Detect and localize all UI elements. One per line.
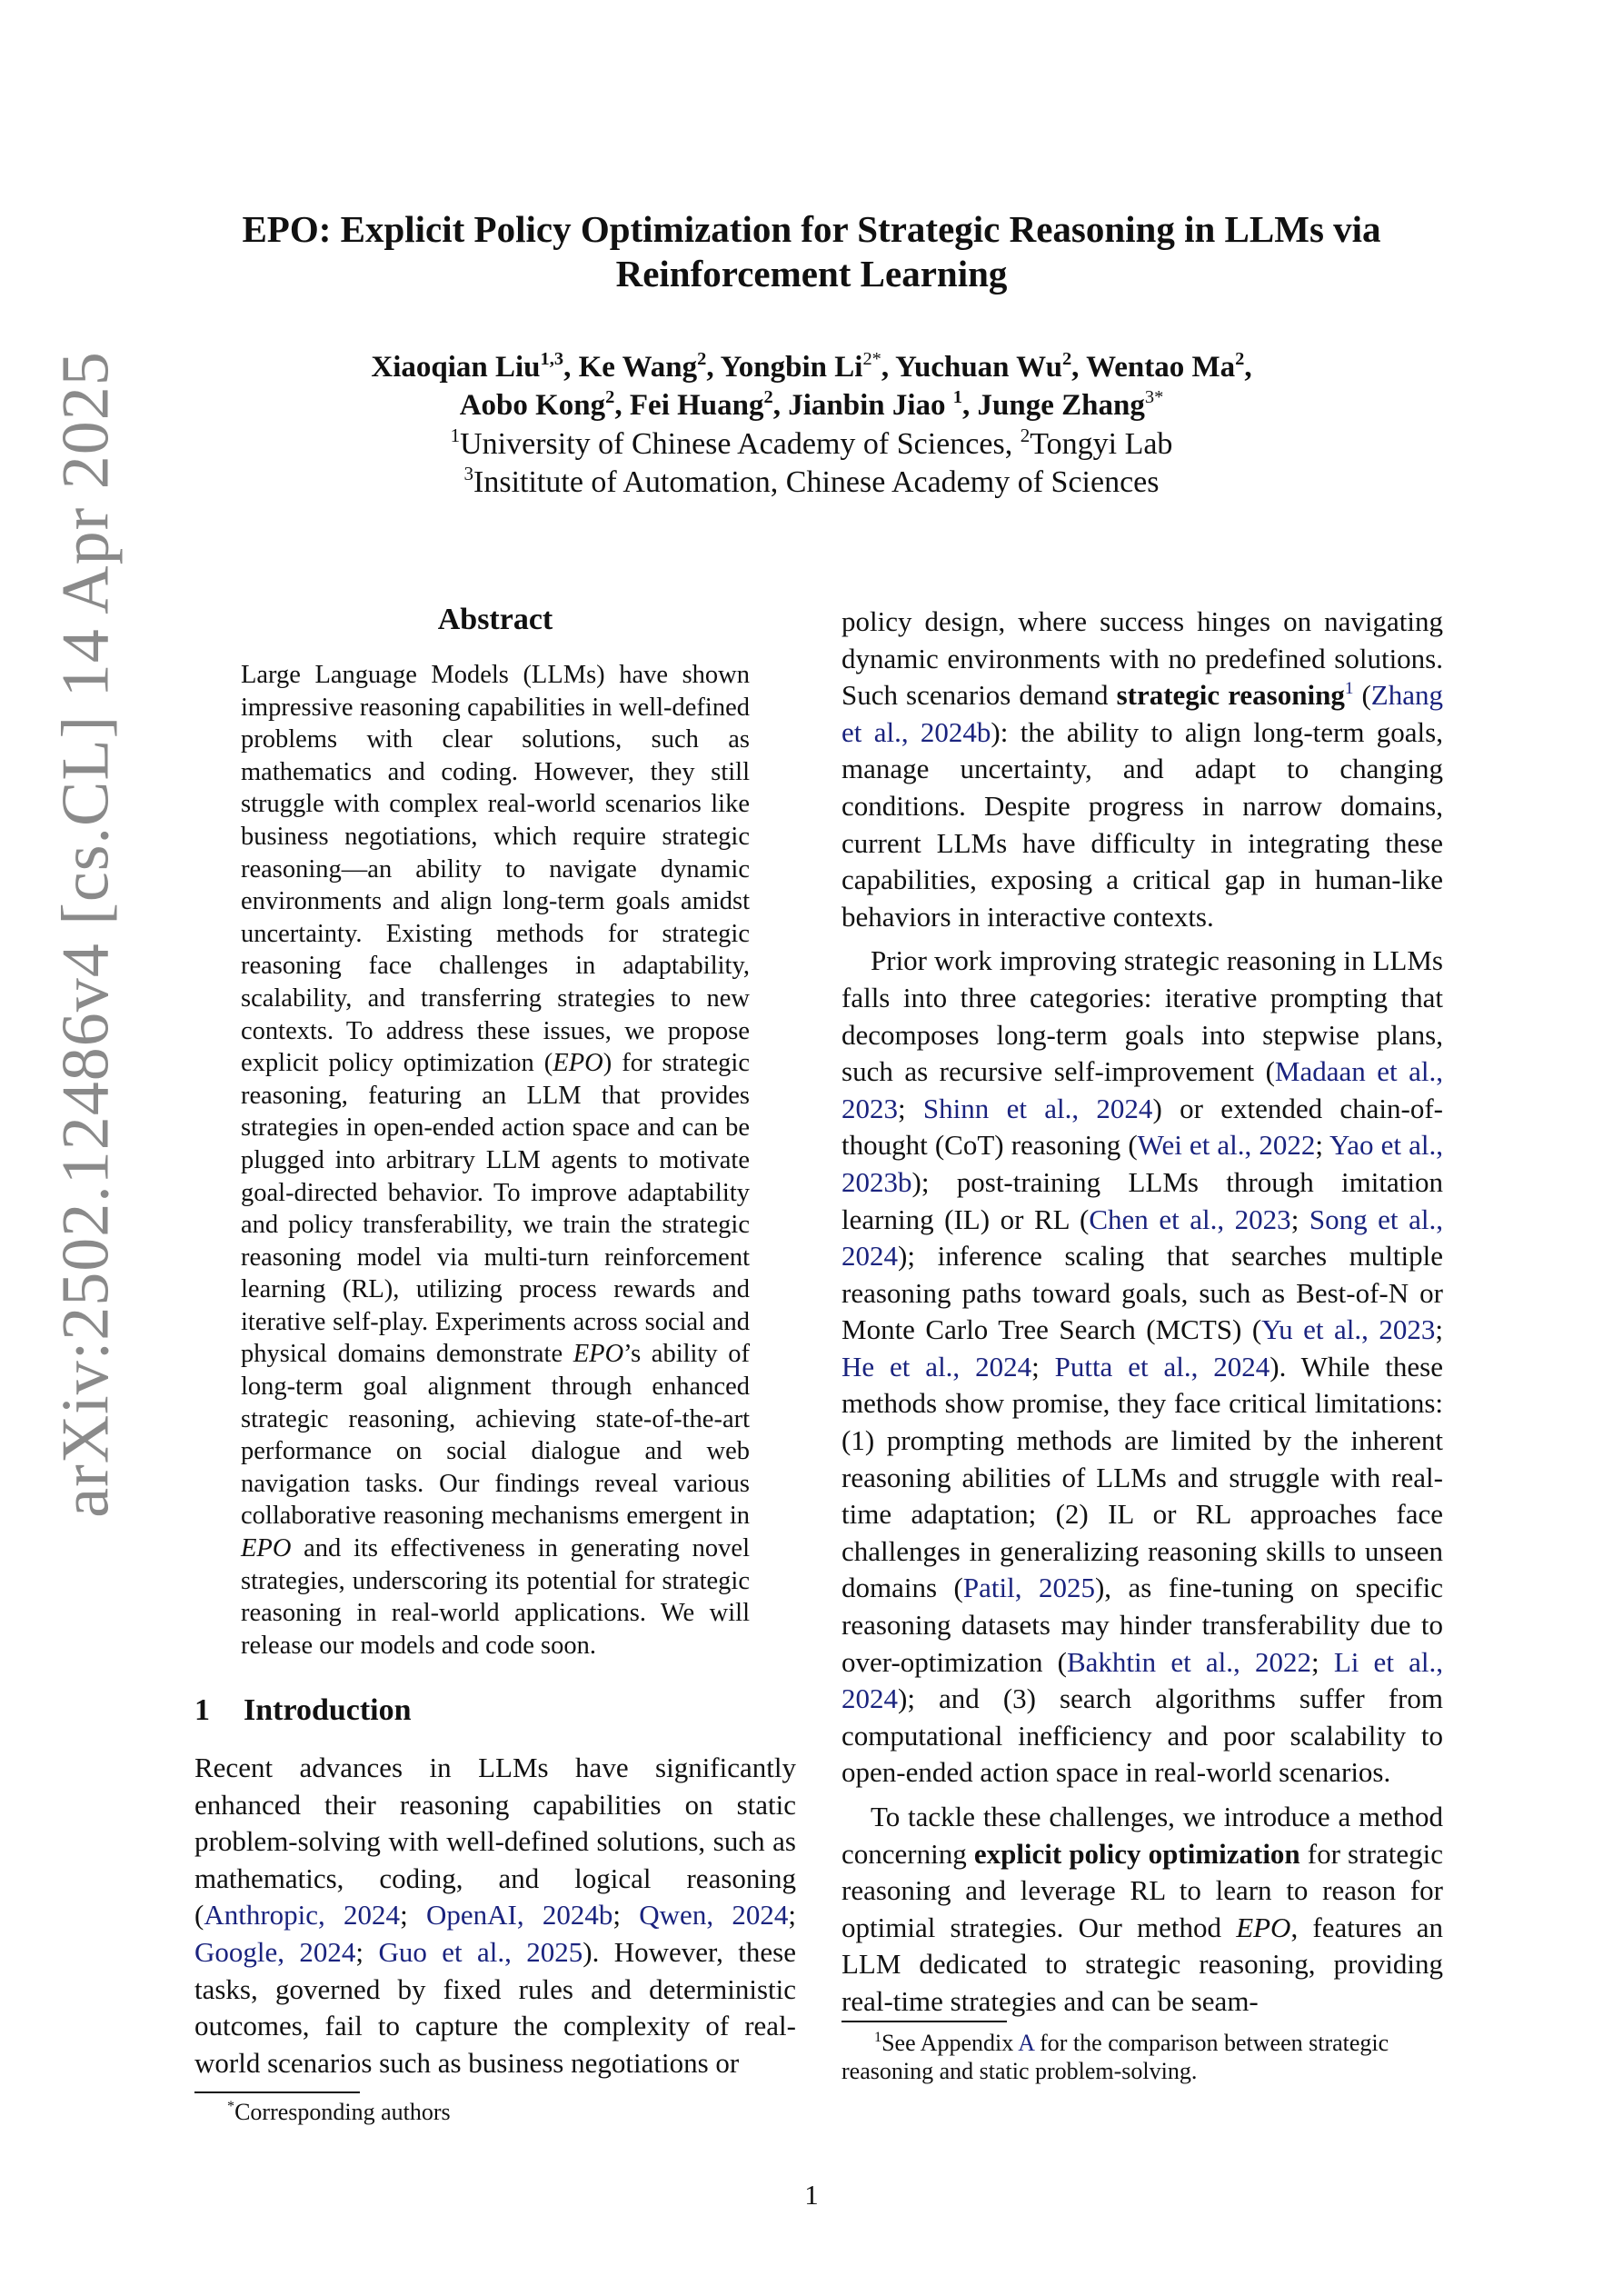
author-line-1: Xiaoqian Liu$^{1,3}$, Ke Wang$^2$, Yongbin $Li^{2*}$, Yuchuan Wu$^2$, Wentao Ma$^2$,: [371, 348, 1252, 384]
footnote-text: Corresponding authors: [234, 2099, 451, 2125]
body-text: : the ability to align long-term goals, manage uncertainty, and adapt to changing conditions. Despite progress in narrow domains, current LLMs have difficulty in integrating these capabilities, exposing a critical gap in human-like behaviors in interactive contexts.: [841, 715, 1443, 933]
affil-mark: 3: [463, 462, 474, 484]
body-text: ); inference scaling that searches multiple reasoning paths toward goals, such as Best-of-N or Monte Carlo Tree Search (MCTS) (: [841, 1240, 1443, 1346]
author-name: Jianbin Jiao: [788, 389, 946, 422]
author-name: Fei Huang: [629, 389, 764, 422]
affiliation-list: [182, 425, 1441, 502]
footnote-divider: [194, 2091, 360, 2093]
method-name: EPO: [241, 1534, 292, 1563]
citation-link[interactable]: Patil, 2025: [962, 1572, 1095, 1604]
footnote-text: for the comparison between strategic reasoning and static problem-solving.: [841, 2030, 1389, 2084]
abstract-text: ’s ability of long-term goal alignment through enhanced strategic reasoning, achieving state-of-the-art performance on social dialogue and web navigation tasks. Our findings reveal various collaborative reasoning mechanisms emergent in: [241, 1340, 750, 1531]
citation-link[interactable]: Bakhtin et al., 2022: [1067, 1645, 1311, 1678]
author-name: Xiaoqian Liu: [371, 351, 541, 384]
author-name: Yuchuan Wu: [895, 351, 1062, 384]
body-text: Prior work improving strategic reasoning in LLMs falls into three categories: iterative prompting that decomposes long-term goals into stepwise plans, such as recursive self-improvement (: [841, 944, 1443, 1088]
body-text: Recent advances in LLMs have significantly enhanced their reasoning capabilities on static problem-solving with well-defined solutions, such as mathematics, coding, and logical reasoning (: [194, 1752, 796, 1932]
method-name: EPO: [553, 1049, 603, 1078]
body-paragraph: [841, 1799, 1443, 2021]
affiliation-name: University of Chinese Academy of Sciences: [460, 427, 1005, 461]
appendix-link[interactable]: A: [1018, 2030, 1034, 2056]
body-text: ) or extended chain-of-thought (CoT) reasoning (: [841, 1092, 1443, 1162]
abstract-paragraph: [241, 659, 750, 1662]
body-paragraph: Prior work improving strategic reasoning in LLMs falls into three categories: iterative prompting that decomposes long-term goals into stepwise plans, such as recursive self-improvement (Madaan et al., 2023; Shinn et al., 2024) or extended chain-of-thought (CoT) reasoning (Wei et al., 2022; Yao et al., 2023b); post-training LLMs through imitation learning (IL) or RL (Chen et al., 2023; Song et al., 2024); inference scaling that searches multiple reasoning paths toward goals, such as Best-of-N or Monte Carlo Tree Search (MCTS) (Yu et al., 2023; He et al., 2024; Putta et al., 2024). While these methods show promise, they face critical limitations: (1) prompting methods are limited by the inherent reasoning abilities of LLMs and struggle with real-time adaptation; (2) IL or RL approaches face challenges in generalizing reasoning skills to unseen domains (Patil, 2025), as fine-tuning on specific reasoning datasets may hinder transferability due to over-optimization (Bakhtin et al., 2022; Li et al., 2024); and (3) search algorithms suffer from computational inefficiency and poor scalability to open-ended action space in real-world scenarios.: [841, 944, 1443, 1789]
bold-term: explicit policy optimization: [973, 1837, 1300, 1870]
section-title: Introduction: [244, 1693, 412, 1727]
title-line-1: EPO: Explicit Policy Optimization for Strategic Reasoning in LLMs via: [242, 208, 1381, 250]
citation-link[interactable]: Chen et al., 2023: [1089, 1203, 1291, 1235]
intro-body-right: [841, 604, 1443, 2021]
author-affil-mark: 2: [605, 386, 615, 407]
footnote-link[interactable]: 1: [1344, 678, 1354, 698]
body-text: for strategic reasoning and leverage RL to learn to reason for optimial strategies. Our method: [841, 1837, 1444, 1943]
affil-mark: 2: [1020, 424, 1031, 446]
author-affil-mark: 1,3: [540, 348, 564, 369]
abstract-body: [241, 659, 750, 1662]
method-name: EPO: [1236, 1911, 1291, 1943]
body-paragraph: Recent advances in LLMs have significantly enhanced their reasoning capabilities on static problem-solving with well-defined solutions, such as mathematics, coding, and logical reasoning (Anthropic, 2024; OpenAI, 2024b; Qwen, 2024; Google, 2024; Guo et al., 2025). However, these tasks, governed by fixed rules and deterministic outcomes, fail to capture the complexity of real-world scenarios such as business negotiations or: [194, 1752, 796, 2079]
author-name: Wentao Ma: [1086, 351, 1236, 384]
footnote-divider: [841, 2021, 1007, 2022]
citation-link[interactable]: He et al., 2024: [841, 1350, 1032, 1383]
author-affil-mark: 2: [697, 348, 707, 369]
citation-link[interactable]: Yu et al., 2023: [1261, 1313, 1436, 1346]
author-affil-mark: 1: [952, 386, 963, 407]
citation-link[interactable]: Qwen, 2024: [639, 1899, 789, 1932]
body-text: ); post-training LLMs through imitation learning (IL) or RL (: [841, 1165, 1443, 1235]
affiliation-name: Insititute of Automation, Chinese Academy of Sciences: [473, 465, 1160, 499]
author-list: [182, 348, 1441, 424]
citation-link[interactable]: Wei et al., 2022: [1137, 1129, 1316, 1162]
citation-link[interactable]: Google, 2024: [194, 1935, 356, 1968]
author-name: Aobo Kong: [459, 389, 606, 422]
title-line-2: Reinforcement Learning: [615, 253, 1008, 294]
abstract-text: and its effectiveness in generating novel strategies, underscoring its potential for strategic reasoning in real-world applications. We will release our models and code soon.: [241, 1534, 750, 1660]
citation-link[interactable]: Madaan et al., 2023: [841, 1055, 1443, 1124]
page-number: 1: [804, 2179, 819, 2211]
abstract-text: Large Language Models (LLMs) have shown impressive reasoning capabilities in well-defined problems with clear solutions, such as mathematics and coding. However, they still struggle with complex real-world scenarios like business negotiations, which require strategic reasoning—an ability to navigate dynamic environments and align long-term goals amidst uncertainty. Existing methods for strategic reasoning face challenges in adaptability, scalability, and transferring strategies to new contexts. To address these issues, we propose explicit policy optimization (: [241, 661, 750, 1078]
bold-term: strategic reasoning: [1116, 679, 1345, 712]
author-name: Ke Wang: [578, 351, 698, 384]
footnote-mark: 1: [874, 2029, 882, 2045]
citation-link[interactable]: Zhang et al., 2024b: [841, 679, 1443, 748]
citation-link[interactable]: Anthropic, 2024: [204, 1899, 401, 1932]
affiliation-name: Tongyi Lab: [1030, 427, 1173, 461]
intro-paragraph-1-left: [194, 1750, 796, 2081]
footnote-mark: *: [227, 2098, 235, 2114]
paper-title: [182, 207, 1441, 296]
citation-link[interactable]: Putta et al., 2024: [1054, 1350, 1270, 1383]
arxiv-identifier-stamp: arXiv:2502.12486v4 [cs.CL] 14 Apr 2025: [48, 351, 124, 1518]
author-affil-mark: 2: [1061, 348, 1072, 369]
affiliation-line-1: $^1$University of Chinese Academy of Sciences, $^2$Tongyi Lab: [450, 424, 1173, 461]
abstract-heading: Abstract: [437, 603, 553, 636]
author-line-2: Aobo Kong$^2$, Fei Huang$^2$, Jianbin Jiao $^1$, Junge Zhang$^{3*}$: [459, 386, 1164, 422]
citation-link[interactable]: Li et al., 2024: [841, 1645, 1443, 1715]
author-affil-mark: 3*: [1144, 386, 1164, 407]
body-text: ), as fine-tuning on specific reasoning datasets may hinder transferability due to over-optimization (: [841, 1572, 1443, 1678]
affiliation-line-2: [182, 464, 1441, 502]
citation-link[interactable]: Guo et al., 2025: [378, 1935, 583, 1968]
body-text: policy design, where success hinges on navigating dynamic environments with no predefined solutions. Such scenarios demand: [841, 605, 1443, 712]
citation-link[interactable]: Shinn et al., 2024: [922, 1092, 1153, 1124]
footnote-1: [841, 2029, 1443, 2085]
footnote-text: See Appendix: [881, 2030, 1019, 2056]
author-affil-mark: 2*: [862, 348, 881, 369]
footnote-corresponding: [227, 2098, 451, 2127]
section-number: 1: [194, 1693, 210, 1727]
abstract-text: ) for strategic reasoning, featuring an LLM that provides strategies in open-ended action space and can be plugged into arbitrary LLM agents to motivate goal-directed behavior. To improve adaptability and policy transferability, we train the strategic reasoning model via multi-turn reinforcement learning (RL), utilizing process rewards and iterative self-play. Experiments across social and physical domains demonstrate: [241, 1049, 750, 1369]
body-text: ); and (3) search algorithms suffer from computational inefficiency and poor scalability to open-ended action space in real-world scenarios.: [841, 1682, 1443, 1789]
author-name: Junge Zhang: [977, 389, 1145, 422]
citation-link[interactable]: Yao et al., 2023b: [841, 1129, 1443, 1198]
body-text: , features an LLM dedicated to strategic reasoning, providing real-time strategies and can be seam-: [841, 1911, 1443, 2017]
author-name: Yongbin Li: [720, 351, 863, 384]
method-name: EPO: [573, 1340, 624, 1369]
citation-link[interactable]: Song et al., 2024: [841, 1203, 1443, 1273]
body-text: ). However, these tasks, governed by fixed rules and deterministic outcomes, fail to capture the complexity of real-world scenarios such as business negotiations or: [194, 1935, 796, 2079]
body-text: To tackle these challenges, we introduce a method concerning: [841, 1801, 1443, 1870]
section-heading-introduction: [194, 1692, 412, 1729]
author-affil-mark: 2: [763, 386, 773, 407]
citation-link[interactable]: OpenAI, 2024b: [425, 1899, 613, 1932]
footnote-body: [841, 2029, 1443, 2085]
author-affil-mark: 2: [1235, 348, 1245, 369]
body-text: ). While these methods show promise, they face critical limitations: (1) prompting methods are limited by the inherent reasoning abilities of LLMs and struggle with real-time adaptation; (2) IL or RL approaches face challenges in generalizing reasoning skills to unseen domains (: [841, 1350, 1443, 1604]
affil-mark: 1: [450, 424, 461, 446]
body-paragraph-continued: policy design, where success hinges on navigating dynamic environments with no predefined solutions. Such scenarios demand strategic reasoning$^1$ (Zhang et al., 2024b): the ability to align long-term goals, manage uncertainty, and adapt to changing conditions. Despite progress in narrow domains, current LLMs have difficulty in integrating these capabilities, exposing a critical gap in human-like behaviors in interactive contexts.: [841, 605, 1443, 933]
